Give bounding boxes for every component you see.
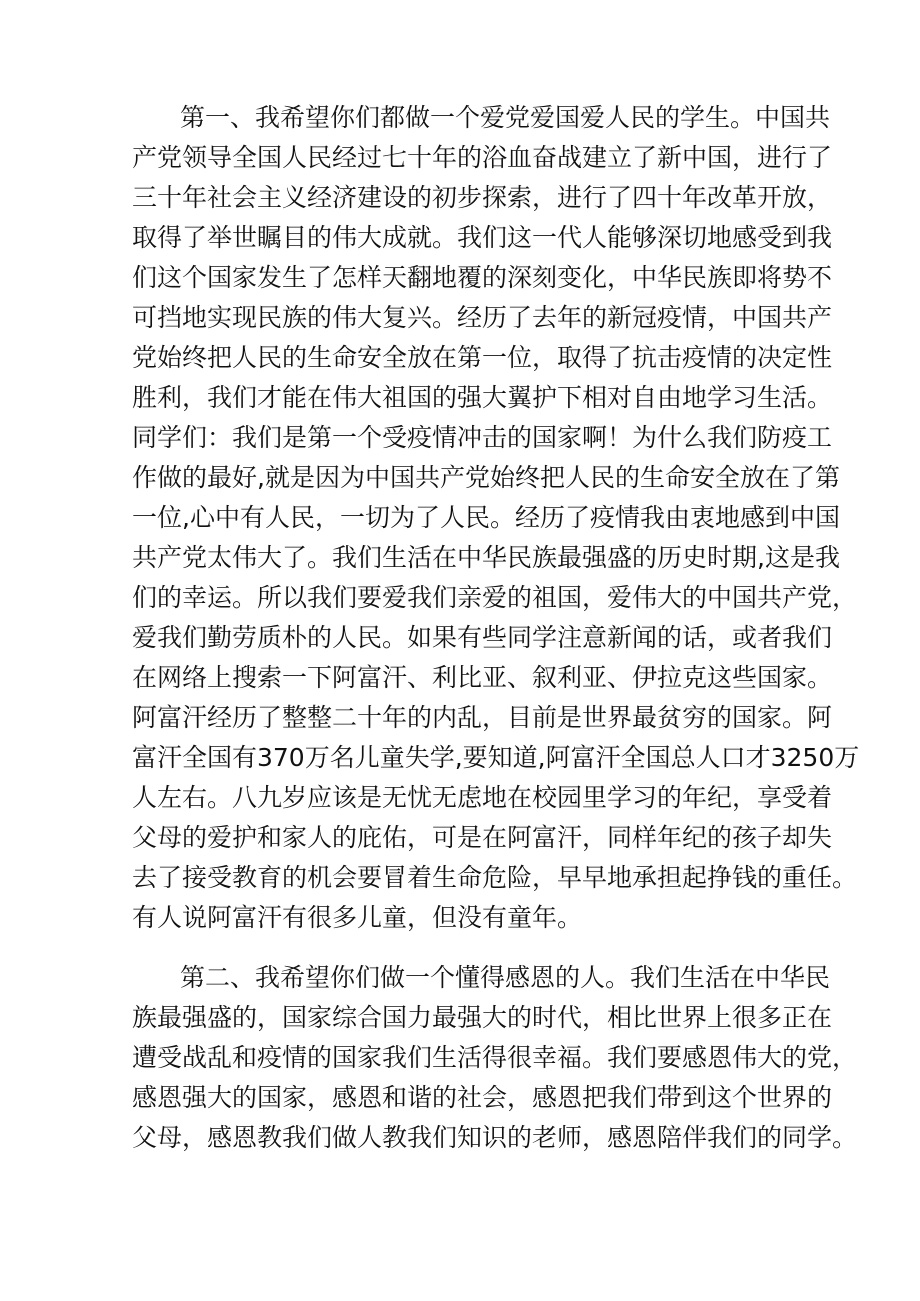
text-line: 产党领导全国人民经过七十年的浴血奋战建立了新中国，进行了 bbox=[132, 143, 833, 172]
text-line: 父母的爱护和家人的庇佑，可是在阿富汗，同样年纪的孩子却失 bbox=[132, 823, 833, 852]
text-line: 爱我们勤劳质朴的人民。如果有些同学注意新闻的话，或者我们 bbox=[132, 623, 833, 652]
document-body bbox=[132, 98, 860, 1158]
text-line: 阿富汗经历了整整二十年的内乱，目前是世界最贫穷的国家。阿 bbox=[132, 703, 833, 732]
text-line: 党始终把人民的生命安全放在第一位，取得了抗击疫情的决定性 bbox=[132, 343, 833, 372]
text-line: 感恩强大的国家，感恩和谐的社会，感恩把我们带到这个世界的 bbox=[132, 1083, 833, 1112]
text-line: 一位,心中有人民，一切为了人民。经历了疫情我由衷地感到中国 bbox=[132, 503, 840, 532]
text-line: 族最强盛的，国家综合国力最强大的时代，相比世界上很多正在 bbox=[132, 1003, 833, 1032]
paragraph-first bbox=[132, 98, 860, 938]
text-line: 可挡地实现民族的伟大复兴。经历了去年的新冠疫情，中国共产 bbox=[132, 303, 833, 332]
text-line: 人左右。八九岁应该是无忧无虑地在校园里学习的年纪，享受着 bbox=[132, 783, 833, 812]
text-line: 第一、我希望你们都做一个爱党爱国爱人民的学生。中国共 bbox=[180, 103, 831, 132]
text-line: 在网络上搜索一下阿富汗、利比亚、叙利亚、伊拉克这些国家。 bbox=[132, 663, 833, 692]
text-line: 第二、我希望你们做一个懂得感恩的人。我们生活在中华民 bbox=[180, 963, 831, 992]
text-line: 富汗全国有370万名儿童失学,要知道,阿富汗全国总人口才3250万 bbox=[132, 743, 860, 772]
paragraph-second bbox=[132, 958, 858, 1158]
text-line: 共产党太伟大了。我们生活在中华民族最强盛的历史时期,这是我 bbox=[132, 543, 840, 572]
text-line: 有人说阿富汗有很多儿童，但没有童年。 bbox=[132, 903, 583, 932]
text-line: 们的幸运。所以我们要爱我们亲爱的祖国，爱伟大的中国共产党， bbox=[132, 583, 858, 612]
text-line: 胜利，我们才能在伟大祖国的强大翼护下相对自由地学习生活。 bbox=[132, 383, 833, 412]
text-line: 同学们：我们是第一个受疫情冲击的国家啊！为什么我们防疫工 bbox=[132, 423, 833, 452]
text-line: 去了接受教育的机会要冒着生命危险，早早地承担起挣钱的重任。 bbox=[132, 863, 858, 892]
text-line: 三十年社会主义经济建设的初步探索，进行了四十年改革开放， bbox=[132, 183, 833, 212]
text-line: 遭受战乱和疫情的国家我们生活得很幸福。我们要感恩伟大的党， bbox=[132, 1043, 858, 1072]
text-line: 们这个国家发生了怎样天翻地覆的深刻变化，中华民族即将势不 bbox=[132, 263, 833, 292]
text-line: 作做的最好,就是因为中国共产党始终把人民的生命安全放在了第 bbox=[132, 463, 840, 492]
text-line: 取得了举世瞩目的伟大成就。我们这一代人能够深切地感受到我 bbox=[132, 223, 833, 252]
text-line: 父母，感恩教我们做人教我们知识的老师，感恩陪伴我们的同学。 bbox=[132, 1123, 858, 1152]
